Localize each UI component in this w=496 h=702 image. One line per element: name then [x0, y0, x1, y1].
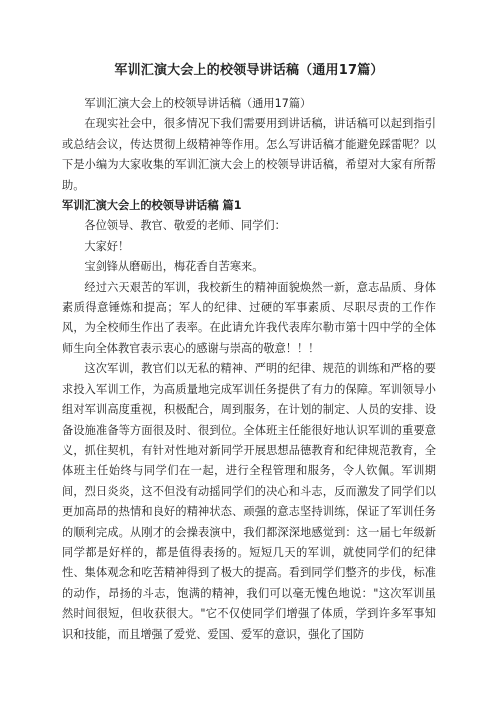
greeting: 大家好！ [84, 239, 130, 253]
document-title: 军训汇演大会上的校领导讲话稿（通用17篇） [114, 63, 384, 78]
body-paragraph-2: 这次军训，教官们以无私的精神、严明的纪律、规范的训练和严格的要求投入军训工作，为高质量地完成军训任务提供了有力的保障。军训领导小组对军训高度重视，积极配合，周到服务，在计划的制定、人员的安排、设备设施准备等方面很及时、很到位。全体班主任能很好地认识军训的重要意义，抓住契机，有针对性地对新同学开展思想品德教育和纪律规范教育，全体班主任始终与同学们在一起，进行全程管理和服务，令人钦佩。军训期间，烈日炎炎，这不但没有动摇同学们的决心和斗志，反而激发了同学们以更加高昂的热情和良好的精神状态、顽强的意志坚持训练，保证了军训任务的顺利完成。从刚才的会操表演中，我们都深深地感觉到：这一届七年级新同学都是好样的，都是值得表扬的。短短几天的军训，就使同学们的纪律性、集体观念和吃苦精神得到了极大的提高。看到同学们整齐的步伐，标准的动作，昂扬的斗志，饱满的精神，我们可以毫无愧色地说："这次军训虽然时间很短，但收获很大。"它不仅使同学们增强了体质，学到许多军事知识和技能，而且增强了爱党、爱国、爱军的意识，强化了国防 [62, 362, 436, 641]
intro-paragraph-2: 在现实社会中，很多情况下我们需要用到讲话稿，讲话稿可以起到指引或总结会议，传达贯彻上级精神等作用。怎么写讲话稿才能避免踩雷呢？以下是小编为大家收集的军训汇演大会上的校领导讲话稿，希望对大家有所帮助。 [62, 117, 436, 192]
section-heading: 军训汇演大会上的校领导讲话稿 篇1 [62, 199, 242, 213]
body-paragraph-1: 经过六天艰苦的军训，我校新生的精神面貌焕然一新，意志品质、身体素质得意锤炼和提高；军人的纪律、过硬的军事素质、尽职尽责的工作作风，为全校师生作出了表率。在此请允许我代表库尔勒市第十四中学的全体师生向全体教官表示衷心的感谢与崇高的敬意！！！ [62, 280, 436, 355]
salutation: 各位领导、教官、敬爱的老师、同学们： [84, 219, 286, 233]
intro-paragraph-1: 军训汇演大会上的校领导讲话稿（通用17篇） [84, 97, 312, 110]
proverb: 宝剑锋从磨砺出，梅花香自苦寒来。 [84, 260, 264, 274]
